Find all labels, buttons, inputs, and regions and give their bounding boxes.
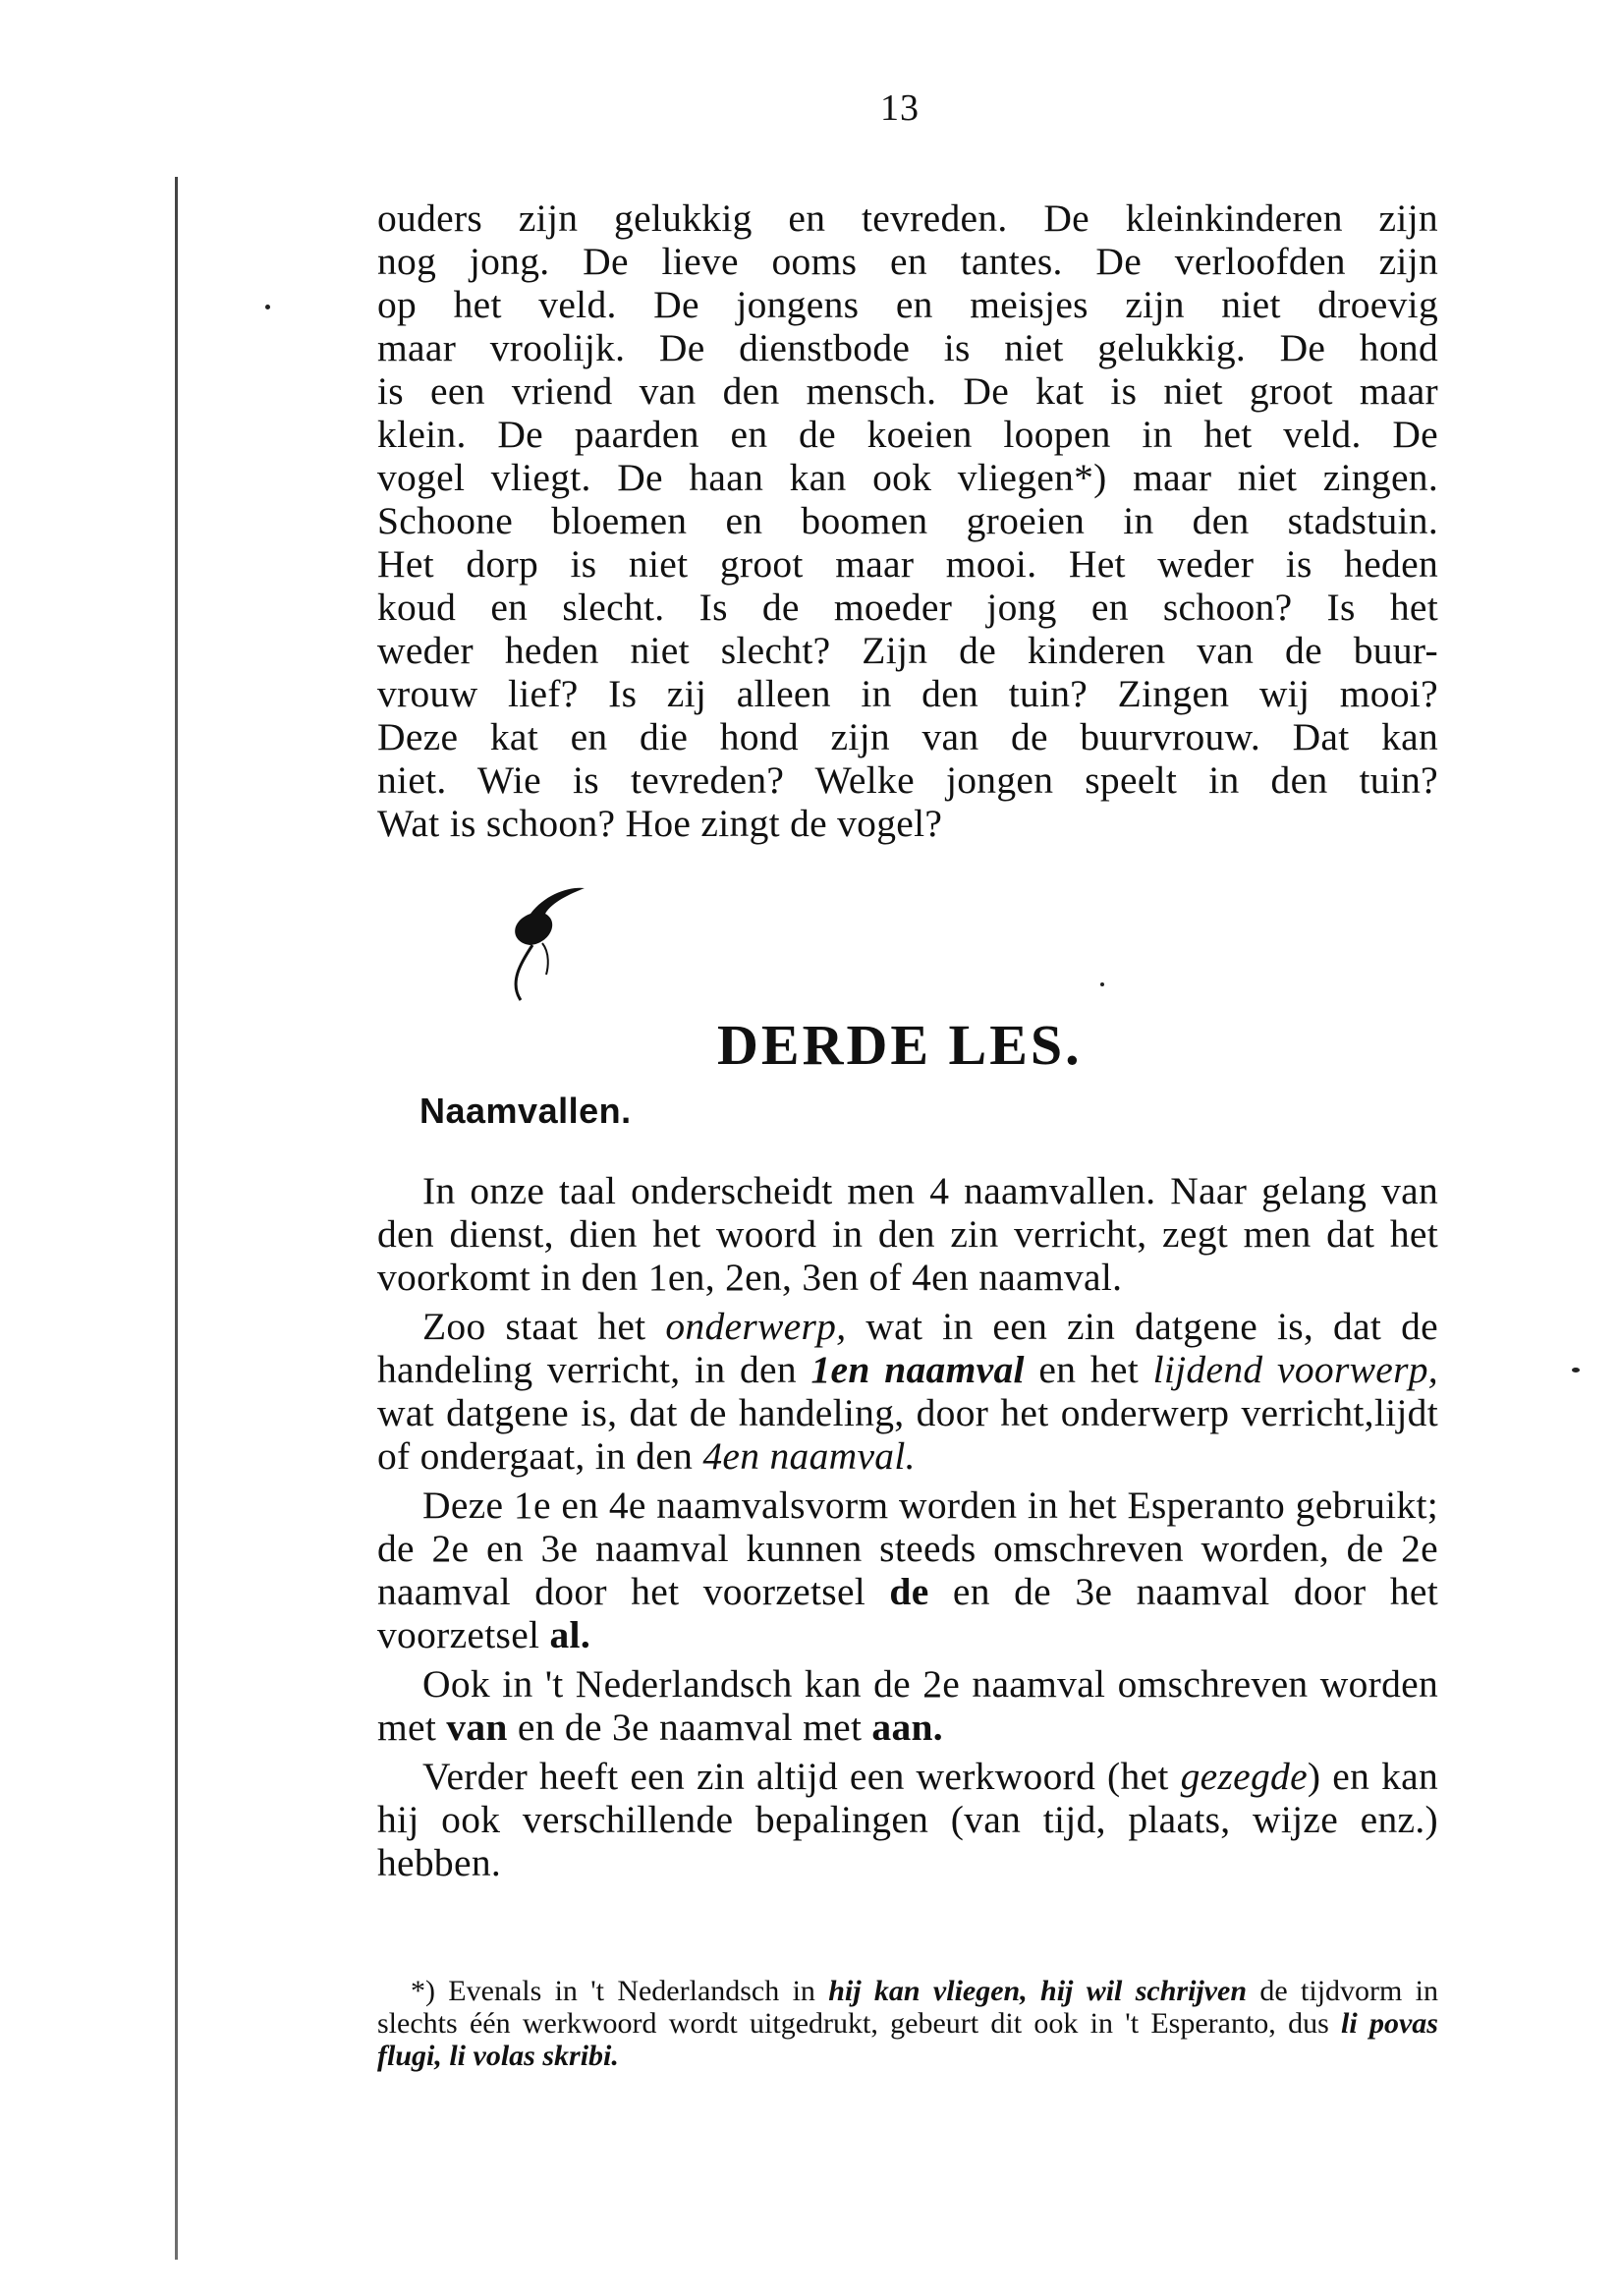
- intro-line: nog jong. De lieve ooms en tantes. De verloofden zijn: [377, 240, 1438, 283]
- intro-line: koud en slecht. Is de moeder jong en schoon? Is het: [377, 586, 1438, 629]
- text-run: en het: [1024, 1348, 1153, 1391]
- intro-line: Deze kat en die hond zijn van de buurvrouw. Dat kan: [377, 715, 1438, 758]
- scan-speck: [265, 305, 270, 309]
- emphasis: hij kan vliegen, hij wil schrijven: [828, 1975, 1248, 2007]
- bold-term: de: [889, 1570, 929, 1613]
- lesson-body: [377, 1169, 1438, 1890]
- intro-line: vogel vliegt. De haan kan ook vliegen*) maar niet zingen.: [377, 456, 1438, 499]
- text-run: Deze 1e en 4e naamvalsvorm worden in het Esperanto gebruikt; de 2e en 3e naamval kunnen steeds omschreven worden, de 2e naamval door het voorzetsel: [377, 1484, 1438, 1613]
- emphasis: onderwerp,: [665, 1305, 847, 1348]
- text-run: Zoo staat het: [422, 1305, 666, 1348]
- scan-speck: [1572, 1368, 1580, 1372]
- lesson-paragraph: [377, 1755, 1438, 1884]
- lesson-paragraph: [377, 1662, 1438, 1749]
- emphasis: 4en naamval.: [702, 1434, 916, 1478]
- text-run: wat datgene is, dat de handeling, door het onderwerp verricht,lijdt of ondergaat, in den: [377, 1391, 1438, 1478]
- lesson-paragraph: [377, 1484, 1438, 1656]
- text-run: de tijdvorm in slechts één werkwoord wordt uitgedrukt, gebeurt dit ook in 't Esperanto, dus: [377, 1975, 1439, 2040]
- text-run: Verder heeft een zin altijd een werkwoord (het: [422, 1755, 1181, 1798]
- bold-term: aan.: [871, 1706, 943, 1749]
- intro-text-block: [377, 196, 1438, 845]
- bold-term: al.: [549, 1613, 590, 1656]
- footnote: [377, 1975, 1438, 2072]
- scan-speck: [1100, 982, 1104, 986]
- lesson-paragraph: [377, 1305, 1438, 1478]
- text-run: en de 3e naamval met: [507, 1706, 872, 1749]
- intro-line: is een vriend van den mensch. De kat is niet groot maar: [377, 369, 1438, 413]
- margin-scan-line: [175, 177, 178, 2260]
- text-run: Ook in 't Nederlandsch kan de 2e naamval omschreven worden met: [377, 1662, 1438, 1749]
- emphasis: lijdend voorwerp,: [1152, 1348, 1438, 1391]
- bold-term: van: [446, 1706, 508, 1749]
- page-number: 13: [880, 87, 920, 129]
- lesson-paragraph: In onze taal onderscheidt men 4 naamvallen. Naar gelang van den dienst, dien het woord in den zin verricht, zegt men dat het voorkomt in den 1en, 2en, 3en of 4en naamval.: [377, 1169, 1438, 1299]
- text-run: *) Evenals in 't Nederlandsch in: [411, 1975, 829, 2007]
- text-run: ) en kan hij ook verschillende bepalingen (van tijd, plaats, wijze enz.) hebben.: [377, 1755, 1438, 1884]
- ink-blot-icon: [491, 874, 599, 1012]
- text-run: en de 3e naamval door het voorzetsel: [377, 1570, 1438, 1656]
- intro-line: weder heden niet slecht? Zijn de kinderen van de buur-: [377, 629, 1438, 672]
- emphasis: li povas flugi, li volas skribi.: [377, 2007, 1438, 2072]
- text-run: wat in een zin datgene is, dat de handeling verricht, in den: [377, 1305, 1438, 1391]
- lesson-title: DERDE LES.: [717, 1013, 1083, 1077]
- intro-line: ouders zijn gelukkig en tevreden. De kleinkinderen zijn: [377, 196, 1438, 240]
- intro-line: Schoone bloemen en boomen groeien in den stadstuin.: [377, 499, 1438, 542]
- intro-line: Wat is schoon? Hoe zingt de vogel?: [377, 802, 943, 845]
- intro-line: vrouw lief? Is zij alleen in den tuin? Zingen wij mooi?: [377, 672, 1438, 715]
- intro-line: Het dorp is niet groot maar mooi. Het weder is heden: [377, 542, 1438, 586]
- intro-line: maar vroolijk. De dienstbode is niet gelukkig. De hond: [377, 326, 1438, 369]
- intro-line: klein. De paarden en de koeien loopen in het veld. De: [377, 413, 1438, 456]
- emphasis: gezegde: [1180, 1755, 1308, 1798]
- section-heading: Naamvallen.: [419, 1091, 632, 1131]
- intro-line: niet. Wie is tevreden? Welke jongen speelt in den tuin?: [377, 758, 1438, 802]
- intro-line: op het veld. De jongens en meisjes zijn niet droevig: [377, 283, 1438, 326]
- emphasis: 1en naamval: [810, 1348, 1025, 1391]
